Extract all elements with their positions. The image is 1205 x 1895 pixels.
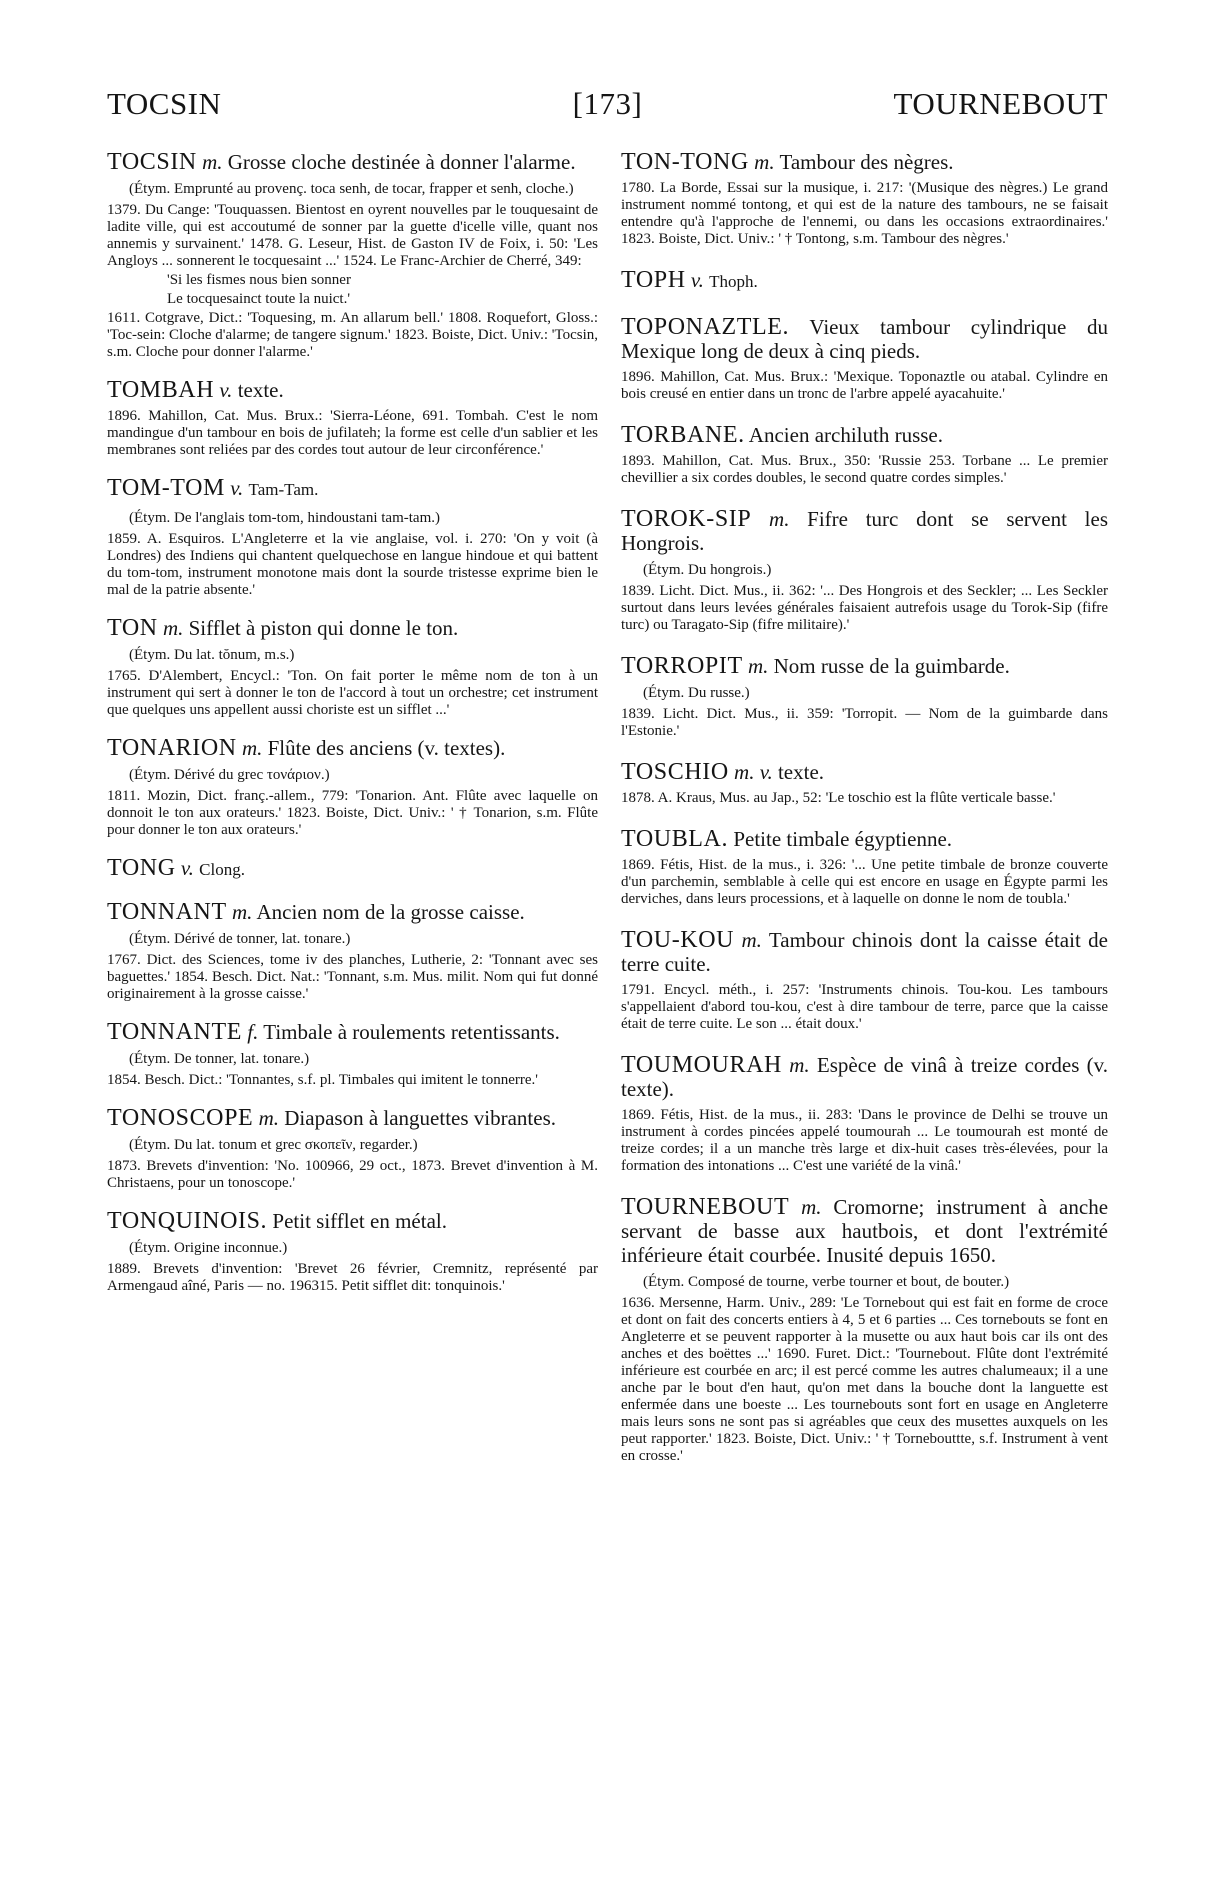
definition: Ancien archiluth russe.	[748, 423, 943, 447]
grammatical-label: m. v.	[734, 760, 773, 784]
citation: 1765. D'Alembert, Encycl.: 'Ton. On fait porter le même nom de ton à un instrument qui sert à donner le ton de l'accord à tout un orchestre; cet instrument que quelques uns appellent aussi choriste est un sifflet ...'	[107, 668, 598, 718]
citation: 1859. A. Esquiros. L'Angleterre et la vie anglaise, vol. i. 270: 'On y voit (à Londres) des Indiens qui chantent quelquechose en langue hindoue et qui battent du tom-tom, instrument monotone mais dont la sourde tristesse exprime bien le mal de la patrie absente.'	[107, 531, 598, 598]
dictionary-entry	[621, 268, 1108, 295]
definition: Tambour chinois dont la caisse était de terre cuite.	[621, 928, 1108, 976]
headword: TOMBAH	[107, 377, 215, 403]
dictionary-entry	[621, 507, 1108, 634]
citation: 1889. Brevets d'invention: 'Brevet 26 février, Cremnitz, représenté par Armengaud aîné, Paris — no. 196315. Petit sifflet dit: tonquinois.'	[107, 1261, 598, 1294]
entry-heading	[107, 736, 598, 760]
etymology: (Étym. Du russe.)	[643, 685, 750, 701]
dictionary-entry	[621, 928, 1108, 1033]
entry-heading	[621, 654, 1108, 678]
dictionary-entry	[107, 1020, 598, 1089]
etymology: (Étym. Emprunté au provenç. toca senh, de tocar, frapper et senh, cloche.)	[129, 181, 574, 197]
entry-heading	[621, 1195, 1108, 1267]
running-head-right: TOURNEBOUT	[893, 86, 1108, 121]
dictionary-entry	[621, 1053, 1108, 1175]
left-column	[107, 150, 598, 1870]
definition: Nom russe de la guimbarde.	[773, 654, 1010, 678]
headword: TOUMOURAH	[621, 1052, 782, 1078]
dictionary-entry	[107, 1209, 598, 1295]
definition: Thoph.	[709, 272, 758, 291]
etymology: (Étym. Composé de tourne, verbe tourner et bout, de bouter.)	[643, 1274, 1010, 1290]
right-column	[621, 150, 1108, 1870]
definition: Ancien nom de la grosse caisse.	[256, 900, 525, 924]
dictionary-entry	[107, 736, 598, 839]
dictionary-entry	[621, 760, 1108, 807]
dictionary-entry	[107, 616, 598, 719]
entry-heading	[107, 900, 598, 924]
citation: 1896. Mahillon, Cat. Mus. Brux.: 'Mexique. Toponaztle ou atabal. Cylindre en bois creusé en entier dans un tronc de l'arbre appelé ayacahuite.'	[621, 369, 1108, 402]
grammatical-label: m.	[741, 928, 762, 952]
headword: TORBANE.	[621, 422, 745, 448]
grammatical-label: v.	[690, 268, 704, 292]
definition: Tambour des nègres.	[779, 150, 954, 174]
citation: 1379. Du Cange: 'Touquassen. Bientost en oyrent nouvelles par le touquesaint de ladite ville, qui est accoutumé de sonner par la guette d'icelle ville, quant nos annemis y survainent.' 1478. G. Leseur, Hist. de Gaston IV de Foix, i. 50: 'Les Angloys ... sonnerent le tocquesaint ...' 1524. Le Franc-Archier de Cherré, 349:	[107, 202, 598, 269]
dictionary-entry	[621, 423, 1108, 487]
headword: TOURNEBOUT	[621, 1194, 790, 1220]
etymology: (Étym. Du hongrois.)	[643, 562, 772, 578]
citation: 1869. Fétis, Hist. de la mus., ii. 283: 'Dans le province de Delhi se trouve un instrument à cordes pincées appelé toumourah ... Le toumourah est monté de treize cordes; il a un manche très large et dix-huit cases très-élevées, pour la formation des intonations ... C'est une variété de la vinâ.'	[621, 1107, 1108, 1174]
grammatical-label: m.	[202, 150, 223, 174]
headword: TOUBLA.	[621, 826, 729, 852]
grammatical-label: m.	[232, 900, 253, 924]
etymology: (Étym. De l'anglais tom-tom, hindoustani tam-tam.)	[129, 510, 440, 526]
headword: TONNANTE	[107, 1019, 243, 1045]
etymology: (Étym. Dérivé du grec τονάριον.)	[129, 767, 330, 783]
definition: Diapason à languettes vibrantes.	[284, 1106, 556, 1130]
definition: texte.	[777, 760, 825, 784]
definition: texte.	[237, 378, 284, 402]
headword: TOCSIN	[107, 150, 197, 175]
citation: 1873. Brevets d'invention: 'No. 100966, 29 oct., 1873. Brevet d'invention à M. Christaens, pour un tonoscope.'	[107, 1158, 598, 1191]
headword: TORROPIT	[621, 653, 743, 679]
grammatical-label: m.	[789, 1053, 810, 1077]
dictionary-entry	[107, 856, 598, 883]
citation: 1767. Dict. des Sciences, tome iv des planches, Lutherie, 2: 'Tonnant avec ses baguettes.' 1854. Besch. Dict. Nat.: 'Tonnant, s.m. Mus. milit. Nom qui fut donné originairement à la grosse caisse.'	[107, 952, 598, 1002]
entry-heading	[621, 423, 1108, 447]
grammatical-label: m.	[747, 654, 769, 678]
grammatical-label: m.	[241, 736, 263, 760]
etymology: (Étym. Dérivé de tonner, lat. tonare.)	[129, 931, 351, 947]
dictionary-entry	[107, 476, 598, 599]
grammatical-label: v.	[180, 856, 194, 880]
entry-heading	[621, 507, 1108, 555]
citation: 'Si les fismes nous bien sonner	[167, 272, 351, 288]
entry-heading	[107, 1020, 598, 1044]
headword: TONNANT	[107, 899, 227, 925]
definition: Clong.	[199, 860, 245, 879]
headword: TONQUINOIS.	[107, 1208, 268, 1234]
definition: Cromorne; instrument à anche servant de basse aux hautbois, et dont l'extrémité inférieure était courbée. Inusité depuis 1650.	[621, 1195, 1108, 1267]
citation: 1839. Licht. Dict. Mus., ii. 359: 'Torropit. — Nom de la guimbarde dans l'Estonie.'	[621, 706, 1108, 739]
running-head	[107, 86, 1108, 130]
citation: 1811. Mozin, Dict. franç.-allem., 779: 'Tonarion. Ant. Flûte avec laquelle on donnoit le ton aux orateurs.' 1823. Boiste, Dict. Univ.: ' † Tonarion, s.m. Flûte pour donner le ton aux orateurs.'	[107, 788, 598, 838]
headword: TOROK-SIP	[621, 506, 752, 532]
headword: TON	[107, 615, 158, 641]
dictionary-entry	[621, 827, 1108, 908]
headword: TONOSCOPE	[107, 1105, 254, 1131]
entry-heading	[107, 1106, 598, 1130]
grammatical-label: m.	[801, 1195, 822, 1219]
running-head-left: TOCSIN	[107, 86, 222, 121]
entry-heading	[621, 268, 1108, 295]
grammatical-label: v.	[219, 378, 233, 402]
etymology: (Étym. Origine inconnue.)	[129, 1240, 288, 1256]
definition: Petite timbale égyptienne.	[733, 827, 953, 851]
entry-heading	[621, 827, 1108, 851]
dictionary-entry	[107, 378, 598, 459]
grammatical-label: m.	[769, 507, 790, 531]
headword: TOPONAZTLE.	[621, 314, 790, 340]
etymology: (Étym. Du lat. tŏnum, m.s.)	[129, 647, 295, 663]
grammatical-label: f.	[247, 1020, 259, 1044]
dictionary-entry	[107, 1106, 598, 1192]
grammatical-label: m.	[162, 616, 184, 640]
dictionary-entry	[621, 315, 1108, 403]
headword: TOU-KOU	[621, 927, 735, 953]
entry-heading	[107, 378, 598, 402]
entry-heading	[107, 856, 598, 883]
entry-heading	[107, 616, 598, 640]
etymology: (Étym. De tonner, lat. tonare.)	[129, 1051, 310, 1067]
definition: Fifre turc dont se servent les Hongrois.	[621, 507, 1108, 555]
citation: 1893. Mahillon, Cat. Mus. Brux., 350: 'Russie 253. Torbane ... Le premier chevillier a six cordes doubles, le second quatre cordes simples.'	[621, 453, 1108, 486]
entry-heading	[621, 928, 1108, 976]
citation: 1636. Mersenne, Harm. Univ., 289: 'Le Tornebout qui est fait en forme de croce et dont on fait des concerts entiers à 4, 5 et 6 parties ... Ces tornebouts se font en Angleterre et se peuvent rapporter à la musette ou aux haut bois car ils ont des anches et des boëttes ...' 1690. Furet. Dict.: 'Tournebout. Flûte dont l'extrémité inférieure est courbée en arc; il est percé comme les autres chalumeaux; il a une anche par le bout d'en haut, qu'on met dans la bouche dont la languette est enfermée dans une boeste ... Les tournebouts sont fort en usage en Angleterre mais leurs sons ne sont pas si agréables que ceux des musettes auxquels on les peut rapporter.' 1823. Boiste, Dict. Univ.: ' † Tornebouttte, s.f. Instrument à vent en crosse.'	[621, 1295, 1108, 1464]
definition: Sifflet à piston qui donne le ton.	[188, 616, 459, 640]
entry-heading	[621, 760, 1108, 784]
definition: Petit sifflet en métal.	[272, 1209, 447, 1233]
citation: 1780. La Borde, Essai sur la musique, i. 217: '(Musique des nègres.) Le grand instrument nommé tontong, et qui est de la nature des tambours, ne se faisait entendre qu'à l'approche de l'ennemi, ou dans les occasions extraordinaires.' 1823. Boiste, Dict. Univ.: ' † Tontong, s.m. Tambour des nègres.'	[621, 180, 1108, 247]
headword: TONG	[107, 855, 176, 881]
definition: Timbale à roulements retentissants.	[263, 1020, 560, 1044]
definition: Vieux tambour cylindrique du Mexique long de deux à cinq pieds.	[621, 315, 1108, 363]
dictionary-entry	[621, 150, 1108, 248]
dictionary-entry	[107, 150, 598, 361]
definition: Espèce de vinâ à treize cordes (v. texte).	[621, 1053, 1108, 1101]
entry-heading	[621, 150, 1108, 174]
entry-heading	[107, 476, 598, 503]
headword: TOM-TOM	[107, 475, 225, 501]
citation: 1869. Fétis, Hist. de la mus., i. 326: '... Une petite timbale de bronze couverte d'un parchemin, semblable à celle qui est encore en usage en Égypte parmi les derviches, dans leurs processions, et à laquelle on donne le nom de toubla.'	[621, 857, 1108, 907]
citation: 1611. Cotgrave, Dict.: 'Toquesing, m. An allarum bell.' 1808. Roquefort, Gloss.: 'Toc-sein: Cloche d'alarme; de tangere signum.' 1823. Boiste, Dict. Univ.: 'Tocsin, s.m. Cloche pour donner l'alarme.'	[107, 310, 598, 360]
headword: TOPH	[621, 267, 686, 293]
definition: Tam-Tam.	[248, 480, 319, 499]
citation: 1854. Besch. Dict.: 'Tonnantes, s.f. pl. Timbales qui imitent le tonnerre.'	[107, 1072, 538, 1088]
etymology: (Étym. Du lat. tonum et grec σκοπεῖν, regarder.)	[129, 1137, 418, 1153]
headword: TON-TONG	[621, 150, 749, 175]
entry-heading	[621, 1053, 1108, 1101]
citation: 1878. A. Kraus, Mus. au Jap., 52: 'Le toschio est la flûte verticale basse.'	[621, 790, 1056, 806]
citation: 1791. Encycl. méth., i. 257: 'Instruments chinois. Tou-kou. Les tambours s'appellaient d'abord tou-kou, c'est à dire tambour de terre, parce que la caisse était de terre cuite. Le son ... était doux.'	[621, 982, 1108, 1032]
grammatical-label: m.	[754, 150, 775, 174]
citation: 1839. Licht. Dict. Mus., ii. 362: '... Des Hongrois et des Seckler; ... Les Seckler surtout dans leurs levées générales faisaient autrefois usage du Torok-Sip (fifre turc) ou Taragato-Sip (fifre militaire).'	[621, 583, 1108, 633]
entry-heading	[107, 150, 598, 174]
definition: Grosse cloche destinée à donner l'alarme.	[227, 150, 576, 174]
headword: TOSCHIO	[621, 759, 729, 785]
entry-heading	[107, 1209, 598, 1233]
definition: Flûte des anciens (v. textes).	[267, 736, 506, 760]
page-number: [173]	[572, 86, 643, 121]
dictionary-entry	[621, 1195, 1108, 1465]
entry-heading	[621, 315, 1108, 363]
headword: TONARION	[107, 735, 237, 761]
dictionary-entry	[107, 900, 598, 1003]
grammatical-label: m.	[258, 1106, 279, 1130]
grammatical-label: v.	[230, 476, 244, 500]
dictionary-entry	[621, 654, 1108, 740]
citation: 1896. Mahillon, Cat. Mus. Brux.: 'Sierra-Léone, 691. Tombah. C'est le nom mandingue d'un tambour en bois de jufilateh; la forme est celle d'un sablier et les membranes sont reliées par des cordes tout autour de leur circonférence.'	[107, 408, 598, 458]
citation: Le tocquesainct toute la nuict.'	[167, 291, 351, 307]
